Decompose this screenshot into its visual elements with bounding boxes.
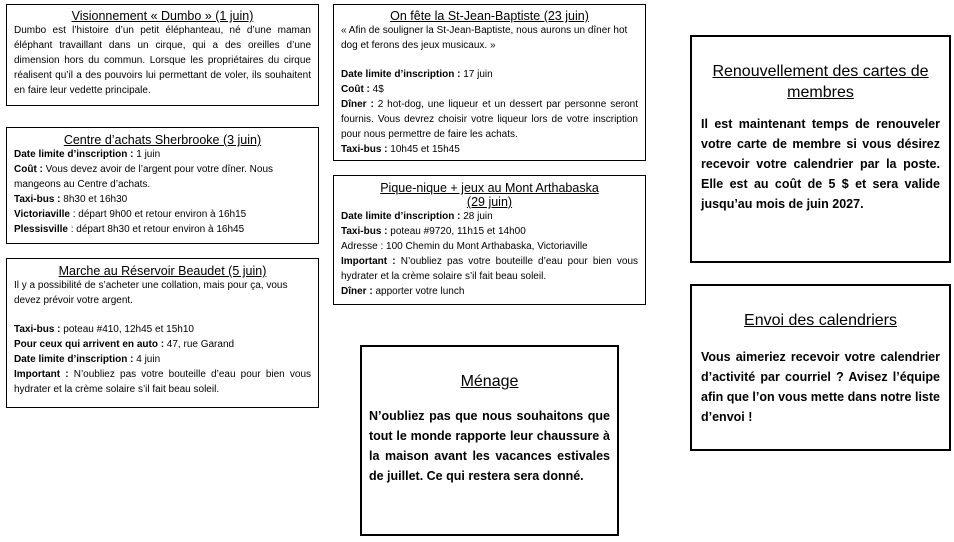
reservoir-deadline: Date limite d’inscription : 4 juin xyxy=(14,354,161,365)
calendriers-title: Envoi des calendriers xyxy=(744,312,897,329)
stjean-title: On fête la St-Jean-Baptiste (23 juin) xyxy=(390,9,589,23)
spacer xyxy=(369,392,610,406)
dumbo-text: Dumbo est l’histoire d’un petit éléphanteau, né d’une maman éléphant travaillant dans un cirque, qui a des oreilles d’une dimension hors du commun. Lorsque les propriétaires du cirque réalisent qu’il a des pouvoirs lui permettant de voler, ils souhaitent en faire leur vedette principale. xyxy=(14,25,311,96)
arthabaska-taxi: Taxi-bus : poteau #9720, 11h15 et 14h00 xyxy=(341,226,526,237)
menage-title: Ménage xyxy=(460,373,519,390)
reservoir-intro: Il y a possibilité de s’acheter une collation, mais pour ça, vous devez prévoir votre argent. xyxy=(14,280,288,306)
menage-box xyxy=(360,345,619,536)
spacer xyxy=(701,331,940,347)
stjean-deadline: Date limite d’inscription : 17 juin xyxy=(341,69,493,80)
stjean-cost: Coût : 4$ xyxy=(341,84,384,95)
reservoir-box xyxy=(6,258,319,408)
menage-text: N’oubliez pas que nous souhaitons que tout le monde rapporte leur chaussure à la maison avant les vacances estivales de juillet. Ce qui restera sera donné. xyxy=(369,409,610,483)
arthabaska-address: Adresse : 100 Chemin du Mont Arthabaska, Victoriaville xyxy=(341,241,588,252)
cartes-text: Il est maintenant temps de renouveler votre carte de membre si vous désirez recevoir votre calendrier par la poste. Elle est au coût de 5 $ et sera valide jusqu’au mois de juin 2027. xyxy=(701,117,940,211)
dumbo-title: Visionnement « Dumbo » (1 juin) xyxy=(71,9,254,23)
arthabaska-important: Important : N’oubliez pas votre bouteille d’eau pour bien vous hydrater et la crème solaire s’il fait beau soleil. xyxy=(341,256,639,282)
cartes-title: Renouvellement des cartes de membres xyxy=(712,63,929,101)
sherbrooke-title: Centre d’achats Sherbrooke (3 juin) xyxy=(63,133,262,147)
reservoir-important: Important : N’oubliez pas votre bouteille d’eau pour bien vous hydrater et la crème solaire s’il fait beau soleil. xyxy=(14,369,312,395)
sherbrooke-cost: Coût : Vous devez avoir de l’argent pour votre dîner. Nous mangeons au Centre d’achats. xyxy=(14,164,274,190)
reservoir-auto: Pour ceux qui arrivent en auto : 47, rue Garand xyxy=(14,339,235,350)
spacer xyxy=(341,53,638,67)
stjean-quote: « Afin de souligner la St-Jean-Baptiste, nous aurons un dîner hot dog et ferons des jeux musicaux. » xyxy=(341,25,628,51)
arthabaska-deadline: Date limite d’inscription : 28 juin xyxy=(341,211,493,222)
stjean-box xyxy=(333,4,646,161)
arthabaska-box xyxy=(333,175,646,305)
cartes-box xyxy=(690,35,951,263)
sherbrooke-plessis: Plessisville : départ 8h30 et retour environ à 16h45 xyxy=(14,224,245,235)
calendriers-text: Vous aimeriez recevoir votre calendrier d’activité par courriel ? Avisez l’équipe afin que l’on vous mette dans notre liste d’envoi ! xyxy=(701,350,940,424)
reservoir-taxi: Taxi-bus : poteau #410, 12h45 et 15h10 xyxy=(14,324,194,335)
sherbrooke-taxi: Taxi-bus : 8h30 et 16h30 xyxy=(14,194,128,205)
spacer xyxy=(14,308,311,322)
reservoir-title: Marche au Réservoir Beaudet (5 juin) xyxy=(58,264,267,278)
calendriers-box xyxy=(690,284,951,451)
spacer xyxy=(701,103,940,114)
sherbrooke-deadline: Date limite d’inscription : 1 juin xyxy=(14,149,161,160)
sherbrooke-victo: Victoriaville : départ 9h00 et retour environ à 16h15 xyxy=(14,209,247,220)
dumbo-box xyxy=(6,4,319,106)
stjean-diner: Dîner : 2 hot-dog, une liqueur et un dessert par personne seront fournis. Vous devrez choisir votre liqueur lors de votre inscription pour nous permettre de faire les achats. xyxy=(341,99,638,140)
stjean-taxi: Taxi-bus : 10h45 et 15h45 xyxy=(341,144,460,155)
arthabaska-diner: Dîner : apporter votre lunch xyxy=(341,286,465,297)
arthabaska-title-line2: (29 juin) xyxy=(466,195,513,209)
sherbrooke-box xyxy=(6,127,319,244)
arthabaska-title-line1: Pique-nique + jeux au Mont Arthabaska xyxy=(380,181,599,195)
